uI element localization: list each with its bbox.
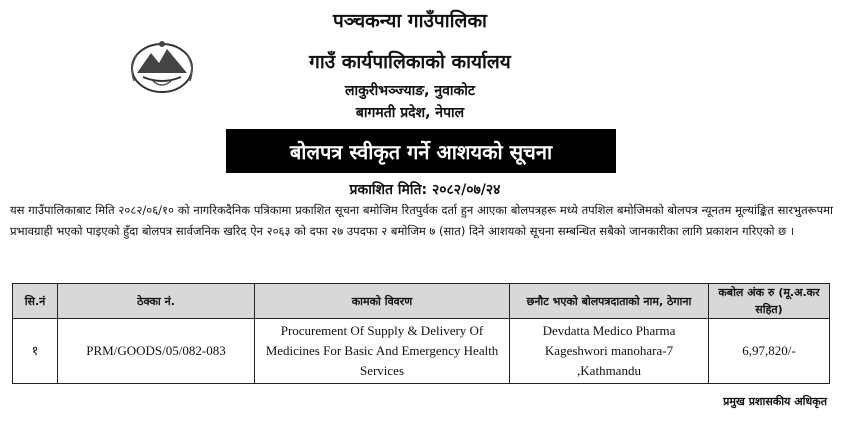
municipality-name: पञ्चकन्या गाउँपालिका xyxy=(333,10,487,32)
table-header-row xyxy=(13,284,830,319)
cell-description: Procurement Of Supply & Delivery Of Medicines For Basic And Emergency Health Services xyxy=(255,319,510,384)
nepal-emblem-icon xyxy=(129,37,195,95)
header-contract-no: ठेक्का नं. xyxy=(58,284,255,319)
table-row xyxy=(13,319,830,384)
published-date: प्रकाशित मिति: २०८२/०७/२४ xyxy=(349,182,501,198)
header-amount: कबोल अंक रु (मू.अ.कर सहित) xyxy=(709,284,830,319)
award-table xyxy=(12,283,830,384)
notice-title: बोलपत्र स्वीकृत गर्ने आशयको सूचना xyxy=(289,139,553,164)
cell-contract-no: PRM/GOODS/05/082-083 xyxy=(58,319,255,384)
office-name: गाउँ कार्यपालिकाको कार्यालय xyxy=(309,51,511,73)
header-description: कामको विवरण xyxy=(255,284,510,319)
header-sn: सि.नं xyxy=(13,284,58,319)
cell-bidder: Devdatta Medico Pharma Kageshwori manohara-7 ,Kathmandu xyxy=(510,319,709,384)
cell-amount: 6,97,820/- xyxy=(709,319,830,384)
header-bidder: छनौट भएको बोलपत्रदाताको नाम, ठेगाना xyxy=(510,284,709,319)
notice-body: यस गाउँपालिकाबाट मिति २०८२/०६/१० को नागरिकदैनिक पत्रिकामा प्रकाशित सूचना बमोजिम रितपुर्वक दर्ता हुन आएका बोलपत्रहरू मध्ये तपशिल बमोजिमको बोलपत्र न्यूनतम मूल्यांङ्कित सारभुतरूपमा प्रभावग्राही भएको पाइएको हुँदा बोलपत्र सार्वजनिक खरिद ऐन २०६३ को दफा २७ उपदफा २ बमोजिम ७ (सात) दिने आशयको सूचना सम्बन्धित सबैको जानकारीका लागि प्रकाशन गरिएको छ । xyxy=(10,203,833,238)
notice-title-banner xyxy=(226,129,616,173)
cell-sn: १ xyxy=(13,319,58,384)
office-location: लाकुरीभञ्ज्याङ, नुवाकोट xyxy=(345,83,475,99)
signatory: प्रमुख प्रशासकीय अधिकृत xyxy=(723,395,827,408)
province-name: बागमती प्रदेश, नेपाल xyxy=(355,105,465,121)
